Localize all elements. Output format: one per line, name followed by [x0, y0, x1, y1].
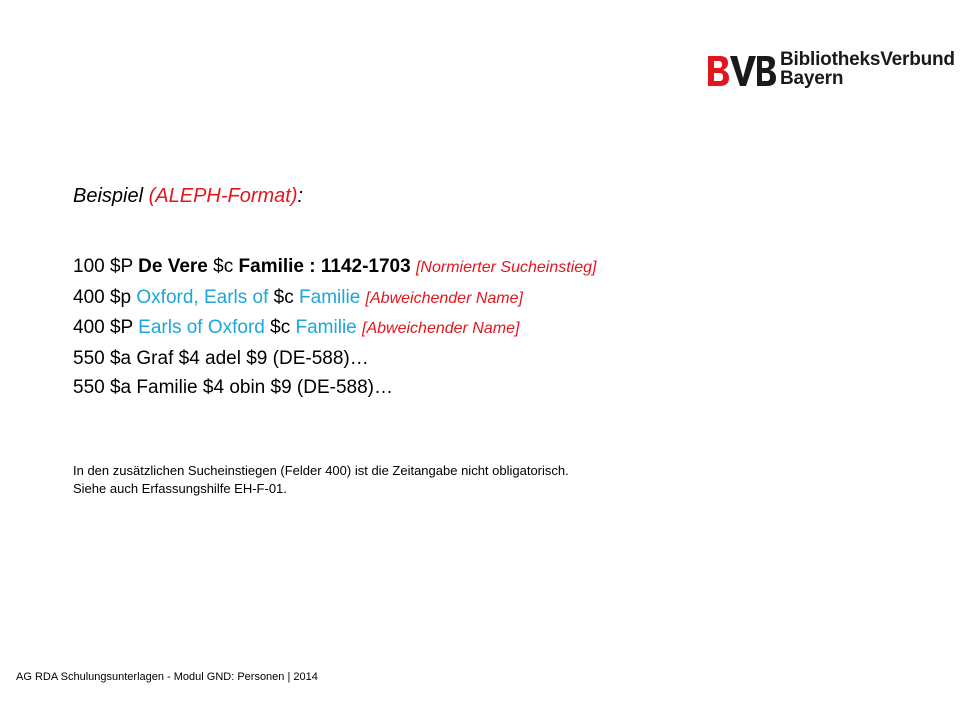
bvb-logo — [706, 49, 955, 96]
heading-prefix: Beispiel — [73, 185, 149, 207]
field-annotation: [Abweichender Name] — [362, 320, 520, 337]
info-line-1: In den zusätzlichen Sucheinstiegen (Felder 400) ist die Zeitangabe nicht obligatorisch. — [73, 463, 569, 478]
field-annotation: [Abweichender Name] — [365, 289, 523, 307]
record-line — [73, 373, 596, 403]
record-line — [73, 283, 596, 314]
field-value-bold: De Vere — [138, 256, 208, 277]
record-line — [73, 344, 596, 374]
logo-line2: Bayern — [780, 68, 844, 89]
field-value-bold: Familie : 1142-1703 — [238, 256, 411, 277]
info-note — [73, 462, 569, 498]
heading-format: (ALEPH-Format) — [148, 185, 298, 207]
record-line — [73, 313, 596, 344]
bvb-logo-mark — [706, 50, 778, 90]
field-text: $c — [268, 286, 300, 308]
logo-line1: BibliotheksVerbund — [780, 49, 955, 70]
field-text: $c — [207, 256, 239, 277]
slide-heading — [73, 184, 303, 208]
field-annotation: [Normierter Sucheinstieg] — [415, 259, 597, 276]
record-line — [73, 252, 596, 283]
aleph-record — [73, 252, 596, 403]
field-text: $c — [264, 317, 296, 338]
bvb-logo-wordmark — [780, 50, 955, 88]
heading-suffix: : — [297, 185, 304, 207]
field-text: 400 $p — [73, 286, 137, 308]
field-value-highlight: Familie — [299, 286, 361, 308]
footer-text: AG RDA Schulungsunterlagen - Modul GND: Personen | 2014 — [16, 671, 318, 683]
info-line-2: Siehe auch Erfassungshilfe EH-F-01. — [73, 481, 287, 496]
field-text: 400 $P — [73, 317, 139, 338]
field-value-highlight: Oxford, Earls of — [136, 286, 269, 308]
field-text: 550 $a Familie $4 obin $9 (DE-588)… — [73, 377, 394, 398]
field-text: 100 $P — [73, 256, 139, 277]
field-text: 550 $a Graf $4 adel $9 (DE-588)… — [73, 347, 369, 369]
field-value-highlight: Familie — [295, 317, 357, 338]
field-value-highlight: Earls of Oxford — [138, 317, 265, 338]
